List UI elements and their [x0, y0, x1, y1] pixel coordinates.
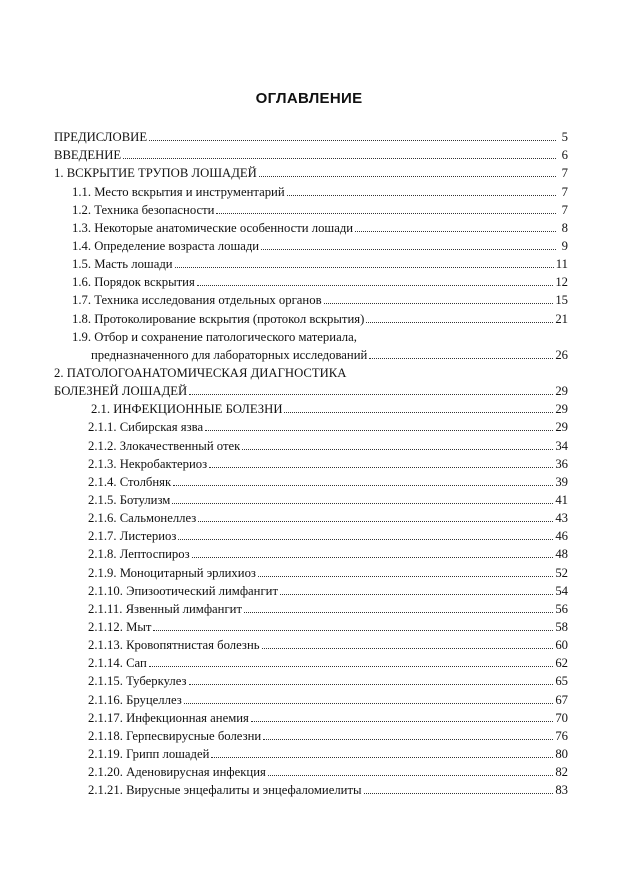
toc-entry-label: 2.1.20. Аденовирусная инфекция [88, 765, 266, 780]
toc-entry[interactable] [54, 708, 568, 726]
toc-entry-label: 2.1.14. Сап [88, 656, 147, 671]
toc-entry[interactable] [54, 544, 568, 562]
leader-dots [205, 430, 553, 431]
toc-entry-label: 1.7. Техника исследования отдельных органов [72, 293, 322, 308]
toc-entry-label: ПРЕДИСЛОВИЕ [54, 130, 148, 145]
leader-dots [123, 158, 556, 159]
toc-entry[interactable] [54, 653, 568, 671]
toc-entry-page: 83 [555, 783, 568, 798]
toc-entry[interactable] [54, 562, 568, 580]
toc-entry-page: 39 [555, 474, 568, 489]
leader-dots [242, 449, 553, 450]
toc-entry[interactable] [54, 417, 568, 435]
toc-entry[interactable] [54, 472, 568, 490]
leader-dots [149, 140, 556, 141]
leader-dots [369, 358, 553, 359]
toc-entry-label: 2.1. ИНФЕКЦИОННЫЕ БОЛЕЗНИ [91, 402, 283, 417]
leader-dots [287, 195, 556, 196]
toc-entry-label: 2.1.4. Столбняк [88, 474, 172, 489]
leader-dots [251, 721, 553, 722]
toc-entry[interactable] [54, 290, 568, 308]
toc-entry-label: 1.6. Порядок вскрытия [72, 275, 195, 290]
toc-entry-label: БОЛЕЗНЕЙ ЛОШАДЕЙ [54, 384, 188, 399]
toc-entry-page: 52 [555, 565, 568, 580]
toc-entry-label: 2.1.8. Лептоспироз [88, 547, 190, 562]
leader-dots [178, 539, 553, 540]
toc-entry[interactable] [54, 454, 568, 472]
toc-entry-page: 29 [555, 420, 568, 435]
leader-dots [268, 775, 553, 776]
toc-entry-label: 1.2. Техника безопасности [72, 202, 215, 217]
leader-dots [153, 630, 553, 631]
toc-entry-label: 2.1.7. Листериоз [88, 529, 177, 544]
toc-entry-label: 2.1.16. Бруцеллез [88, 692, 182, 707]
toc-entry-page: 36 [555, 456, 568, 471]
toc-entry-label: 2.1.15. Туберкулез [88, 674, 187, 689]
toc-entry-page: 29 [555, 402, 568, 417]
toc-entry-page: 11 [555, 257, 568, 272]
leader-dots [189, 684, 554, 685]
toc-entry-label: 1.8. Протоколирование вскрытия (протокол вскрытия) [72, 311, 365, 326]
leader-dots [280, 594, 553, 595]
toc-entry-page: 34 [555, 438, 568, 453]
leader-dots [261, 249, 556, 250]
toc-entry-page: 7 [561, 184, 568, 199]
toc-entry[interactable] [54, 581, 568, 599]
toc-entry-label: 2.1.13. Кровопятнистая болезнь [88, 638, 260, 653]
leader-dots [175, 267, 554, 268]
toc-entry[interactable] [54, 435, 568, 453]
toc-entry-page: 54 [555, 583, 568, 598]
table-of-contents [54, 127, 568, 798]
toc-entry[interactable] [54, 145, 568, 163]
toc-entry-page: 12 [555, 275, 568, 290]
toc-entry-label: 2.1.21. Вирусные энцефалиты и энцефаломиелиты [88, 783, 362, 798]
toc-entry-label: 2. ПАТОЛОГОАНАТОМИЧЕСКАЯ ДИАГНОСТИКА [54, 365, 347, 380]
toc-entry-label: 1.4. Определение возраста лошади [72, 238, 260, 253]
toc-entry-label: 1.1. Место вскрытия и инструментарий [72, 184, 285, 199]
leader-dots [172, 503, 553, 504]
toc-entry[interactable] [54, 526, 568, 544]
toc-entry-label: 1.5. Масть лошади [72, 257, 173, 272]
toc-entry-label: 2.1.12. Мыт [88, 619, 152, 634]
leader-dots [263, 739, 553, 740]
leader-dots [192, 557, 554, 558]
toc-entry-label: 2.1.17. Инфекционная анемия [88, 710, 249, 725]
toc-entry[interactable] [54, 744, 568, 762]
toc-entry-page: 62 [555, 656, 568, 671]
toc-entry-page: 56 [555, 601, 568, 616]
toc-entry[interactable] [54, 780, 568, 798]
toc-entry[interactable] [54, 726, 568, 744]
toc-entry[interactable] [54, 236, 568, 254]
toc-entry-page: 6 [561, 148, 568, 163]
toc-entry-label: 2.1.3. Некробактериоз [88, 456, 208, 471]
leader-dots [355, 231, 556, 232]
toc-entry-page: 8 [561, 220, 568, 235]
toc-entry-label: 2.1.2. Злокачественный отек [88, 438, 241, 453]
toc-entry-page: 58 [555, 619, 568, 634]
leader-dots [364, 793, 554, 794]
toc-entry[interactable] [54, 399, 568, 417]
toc-entry-page: 48 [555, 547, 568, 562]
toc-entry-page: 82 [555, 765, 568, 780]
toc-entry-page: 21 [555, 311, 568, 326]
toc-entry-label: 2.1.18. Герпесвирусные болезни [88, 728, 262, 743]
leader-dots [211, 757, 553, 758]
toc-entry-label: ВВЕДЕНИЕ [54, 148, 122, 163]
toc-entry[interactable] [54, 617, 568, 635]
toc-entry-page: 70 [555, 710, 568, 725]
toc-entry-label: 1. ВСКРЫТИЕ ТРУПОВ ЛОШАДЕЙ [54, 166, 257, 181]
toc-entry-label: 2.1.6. Сальмонеллез [88, 511, 197, 526]
toc-entry-page: 29 [555, 384, 568, 399]
leader-dots [258, 576, 553, 577]
leader-dots [284, 412, 553, 413]
toc-entry-page: 9 [561, 238, 568, 253]
leader-dots [209, 467, 553, 468]
toc-entry-continuation[interactable] [54, 381, 568, 399]
toc-entry-page: 60 [555, 638, 568, 653]
toc-entry-page: 7 [561, 166, 568, 181]
toc-entry[interactable] [54, 254, 568, 272]
toc-entry-page: 43 [555, 511, 568, 526]
leader-dots [189, 394, 553, 395]
toc-entry[interactable] [54, 272, 568, 290]
toc-entry-page: 5 [561, 130, 568, 145]
leader-dots [184, 703, 554, 704]
toc-entry-continuation[interactable] [54, 345, 568, 363]
leader-dots [149, 666, 554, 667]
leader-dots [259, 176, 556, 177]
toc-entry[interactable] [54, 689, 568, 707]
toc-entry-page: 76 [555, 728, 568, 743]
leader-dots [244, 612, 553, 613]
leader-dots [216, 213, 556, 214]
toc-entry-page: 41 [555, 492, 568, 507]
toc-entry-page: 46 [555, 529, 568, 544]
toc-entry[interactable] [54, 762, 568, 780]
leader-dots [324, 303, 554, 304]
toc-entry[interactable] [54, 163, 568, 181]
leader-dots [366, 322, 553, 323]
toc-entry[interactable] [54, 508, 568, 526]
page-title: ОГЛАВЛЕНИЕ [255, 90, 363, 107]
toc-entry-label: 2.1.11. Язвенный лимфангит [88, 601, 243, 616]
toc-entry[interactable] [54, 671, 568, 689]
toc-entry[interactable] [54, 635, 568, 653]
toc-entry[interactable] [54, 200, 568, 218]
leader-dots [198, 521, 553, 522]
toc-entry[interactable] [54, 599, 568, 617]
toc-entry[interactable] [54, 308, 568, 326]
toc-entry-label: 1.3. Некоторые анатомические особенности лошади [72, 220, 354, 235]
leader-dots [197, 285, 554, 286]
leader-dots [262, 648, 554, 649]
toc-entry-label: 2.1.5. Ботулизм [88, 492, 171, 507]
toc-entry-label: 2.1.1. Сибирская язва [88, 420, 204, 435]
toc-entry-label: 2.1.19. Грипп лошадей [88, 746, 210, 761]
toc-entry[interactable] [54, 127, 568, 145]
toc-entry[interactable] [54, 490, 568, 508]
toc-entry-page: 80 [555, 746, 568, 761]
toc-entry[interactable] [54, 363, 568, 381]
toc-entry[interactable] [54, 181, 568, 199]
leader-dots [173, 485, 553, 486]
toc-entry-page: 26 [555, 347, 568, 362]
toc-entry[interactable] [54, 327, 568, 345]
toc-entry[interactable] [54, 218, 568, 236]
toc-entry-label: предназначенного для лабораторных исследований [91, 347, 368, 362]
toc-entry-page: 15 [555, 293, 568, 308]
toc-entry-label: 1.9. Отбор и сохранение патологического материала, [72, 329, 357, 344]
toc-entry-page: 7 [561, 202, 568, 217]
toc-entry-page: 65 [555, 674, 568, 689]
toc-entry-label: 2.1.9. Моноцитарный эрлихиоз [88, 565, 256, 580]
toc-entry-page: 67 [555, 692, 568, 707]
toc-entry-label: 2.1.10. Эпизоотический лимфангит [88, 583, 279, 598]
